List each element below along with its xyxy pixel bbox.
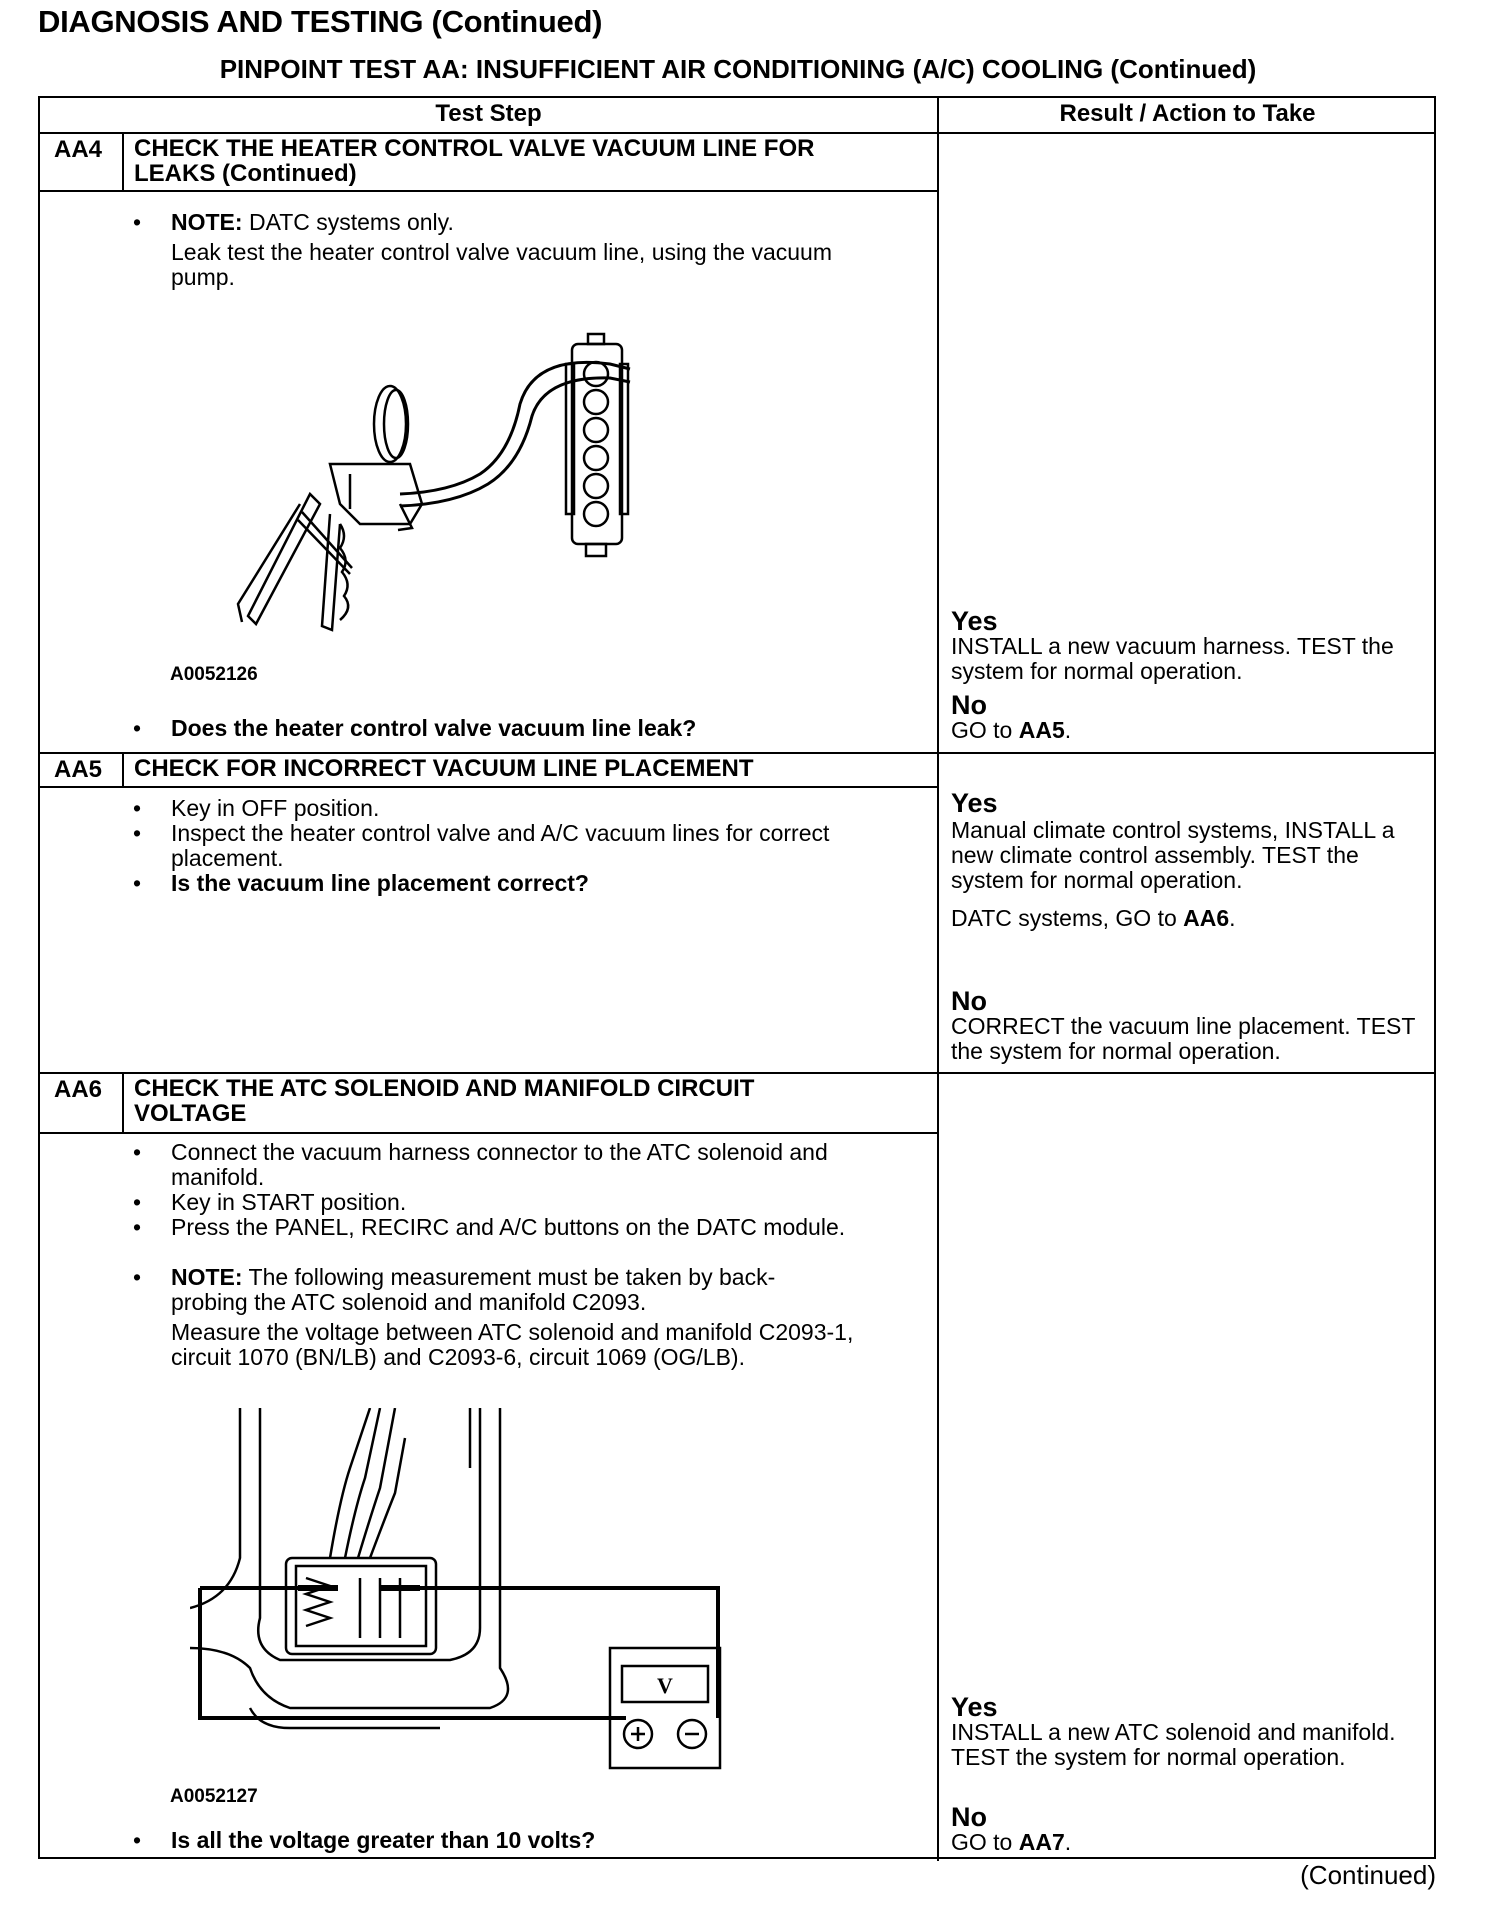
aa4-instruction: Leak test the heater control valve vacuum line, using the vacuum pump. — [171, 239, 832, 290]
aa5-yes-target: AA6 — [1183, 905, 1230, 931]
note-text: DATC systems only. — [242, 209, 454, 235]
page-title: DIAGNOSIS AND TESTING (Continued) — [38, 4, 603, 39]
aa4-note: • NOTE: DATC systems only. — [133, 209, 454, 235]
header-divider — [40, 132, 1436, 134]
aa6-measure: Measure the voltage between ATC solenoid and manifold C2093-1, circuit 1070 (BN/LB) and C2093-6, circuit 1069 (OG/LB). — [171, 1319, 854, 1370]
step-id-aa6: AA6 — [54, 1076, 103, 1103]
id-divider-aa4 — [122, 132, 124, 190]
aa4-title-divider — [40, 190, 938, 192]
column-divider — [937, 98, 939, 1861]
aa6-bullet-3: • Press the PANEL, RECIRC and A/C buttons on the DATC module. — [133, 1214, 846, 1240]
aa6-note: • NOTE: The following measurement must be taken by back-probing the ATC solenoid and manifold C2093. — [133, 1264, 776, 1315]
aa6-no-target: AA7 — [1018, 1829, 1065, 1855]
figure-id-aa6: A0052127 — [170, 1786, 258, 1807]
aa6-title-divider — [40, 1132, 938, 1134]
aa4-yes-label: Yes — [951, 606, 998, 636]
note-label: NOTE: — [171, 209, 243, 235]
meter-v-label: V — [657, 1673, 673, 1698]
aa6-no-label: No — [951, 1802, 987, 1832]
pinpoint-test-title: PINPOINT TEST AA: INSUFFICIENT AIR CONDITIONING (A/C) COOLING (Continued) — [219, 54, 1257, 84]
step-title-aa5: CHECK FOR INCORRECT VACUUM LINE PLACEMENT — [134, 755, 754, 782]
figure-id-aa4: A0052126 — [170, 664, 258, 685]
aa5-no-text: CORRECT the vacuum line placement. TEST the system for normal operation. — [951, 1013, 1416, 1064]
aa5-title-divider — [40, 786, 938, 788]
aa5-bullet-2: • Inspect the heater control valve and A/C vacuum lines for correct placement. — [133, 820, 830, 871]
aa6-yes-text: INSTALL a new ATC solenoid and manifold. TEST the system for normal operation. — [951, 1719, 1396, 1770]
aa6-yes-label: Yes — [951, 1692, 998, 1722]
aa4-no-target: AA5 — [1018, 717, 1065, 743]
voltmeter-figure — [190, 1408, 750, 1788]
aa6-bullet-2: • Key in START position. — [133, 1189, 407, 1215]
column-header-result: Result / Action to Take — [1059, 100, 1316, 127]
aa5-end-divider — [40, 1072, 1436, 1074]
step-title-aa4: CHECK THE HEATER CONTROL VALVE VACUUM LINE FOR LEAKS (Continued) — [134, 135, 815, 187]
aa6-bullet-1: • Connect the vacuum harness connector to the ATC solenoid and manifold. — [133, 1139, 828, 1190]
id-divider-aa5 — [122, 754, 124, 786]
aa5-yes-label: Yes — [951, 788, 998, 818]
test-table — [38, 96, 1436, 1859]
note-label: NOTE: — [171, 1264, 243, 1290]
vacuum-pump-figure — [190, 324, 750, 684]
step-id-aa5: AA5 — [54, 756, 103, 783]
aa6-no-text: GO to AA7. — [951, 1829, 1072, 1855]
aa4-yes-text: INSTALL a new vacuum harness. TEST the system for normal operation. — [951, 633, 1394, 684]
aa5-yes-text: Manual climate control systems, INSTALL a new climate control assembly. TEST the system for normal operation. — [951, 817, 1395, 893]
column-header-test-step: Test Step — [435, 100, 542, 127]
step-title-aa6: CHECK THE ATC SOLENOID AND MANIFOLD CIRCUIT VOLTAGE — [134, 1075, 755, 1127]
aa4-question: • Does the heater control valve vacuum line leak? — [133, 715, 697, 741]
aa4-end-divider — [40, 752, 1436, 754]
id-divider-aa6 — [122, 1074, 124, 1132]
aa5-question: • Is the vacuum line placement correct? — [133, 870, 589, 896]
continued-footer: (Continued) — [1300, 1860, 1436, 1890]
aa4-no-text: GO to AA5. — [951, 717, 1072, 743]
aa6-question: • Is all the voltage greater than 10 volts? — [133, 1827, 596, 1853]
aa5-yes-datc: DATC systems, GO to AA6. — [951, 905, 1236, 931]
step-id-aa4: AA4 — [54, 136, 103, 163]
aa5-bullet-1: • Key in OFF position. — [133, 795, 380, 821]
aa4-no-label: No — [951, 690, 987, 720]
aa5-no-label: No — [951, 986, 987, 1016]
